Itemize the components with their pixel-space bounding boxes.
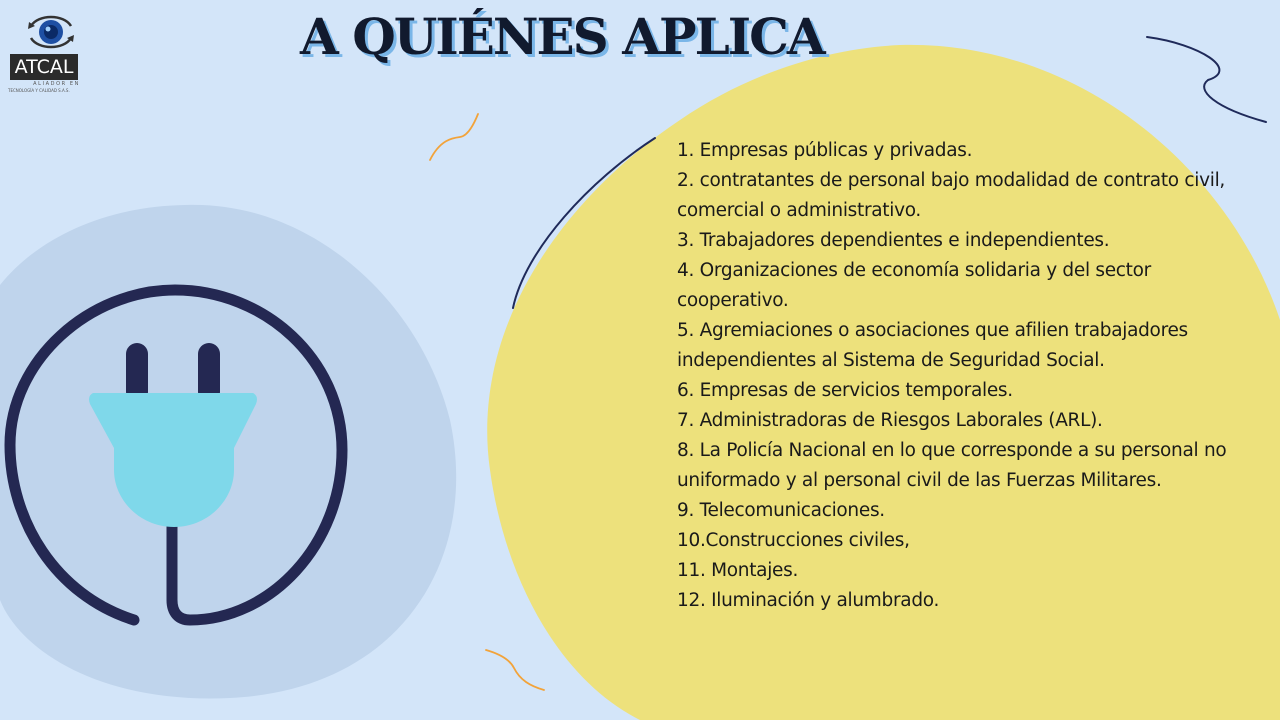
list-item: 5. Agremiaciones o asociaciones que afilien trabajadores independientes al Sistema de Seguridad Social.	[677, 320, 1188, 371]
logo-tagline: ALIADOR EN	[33, 81, 80, 87]
eye-logo-icon	[26, 10, 76, 54]
list-item: 6. Empresas de servicios temporales.	[677, 380, 1013, 401]
applicability-list	[677, 136, 1257, 616]
list-item: 8. La Policía Nacional en lo que corresponde a su personal no uniformado y al personal civil de las Fuerzas Militares.	[677, 440, 1227, 491]
list-item: 7. Administradoras de Riesgos Laborales (ARL).	[677, 410, 1103, 431]
list-item: 1. Empresas públicas y privadas.	[677, 140, 973, 161]
list-item: 12. Iluminación y alumbrado.	[677, 590, 940, 611]
squiggle-bottom	[486, 650, 544, 690]
arc-line-top-right	[1147, 37, 1266, 122]
list-item: 10.Construcciones civiles,	[677, 530, 910, 551]
company-logo	[8, 8, 82, 96]
list-item: 9. Telecomunicaciones.	[677, 500, 885, 521]
list-item: 4. Organizaciones de economía solidaria y del sector cooperativo.	[677, 260, 1151, 311]
page-title: A QUIÉNES APLICA	[300, 7, 824, 66]
list-item: 11. Montajes.	[677, 560, 799, 581]
list-item: 2. contratantes de personal bajo modalidad de contrato civil, comercial o administrativo.	[677, 170, 1226, 221]
logo-wordmark: ATCAL	[10, 54, 78, 80]
list-item: 3. Trabajadores dependientes e independientes.	[677, 230, 1110, 251]
logo-subtitle: TECNOLOGÍA Y CALIDAD S.A.S.	[8, 88, 70, 93]
squiggle-top	[430, 114, 478, 160]
